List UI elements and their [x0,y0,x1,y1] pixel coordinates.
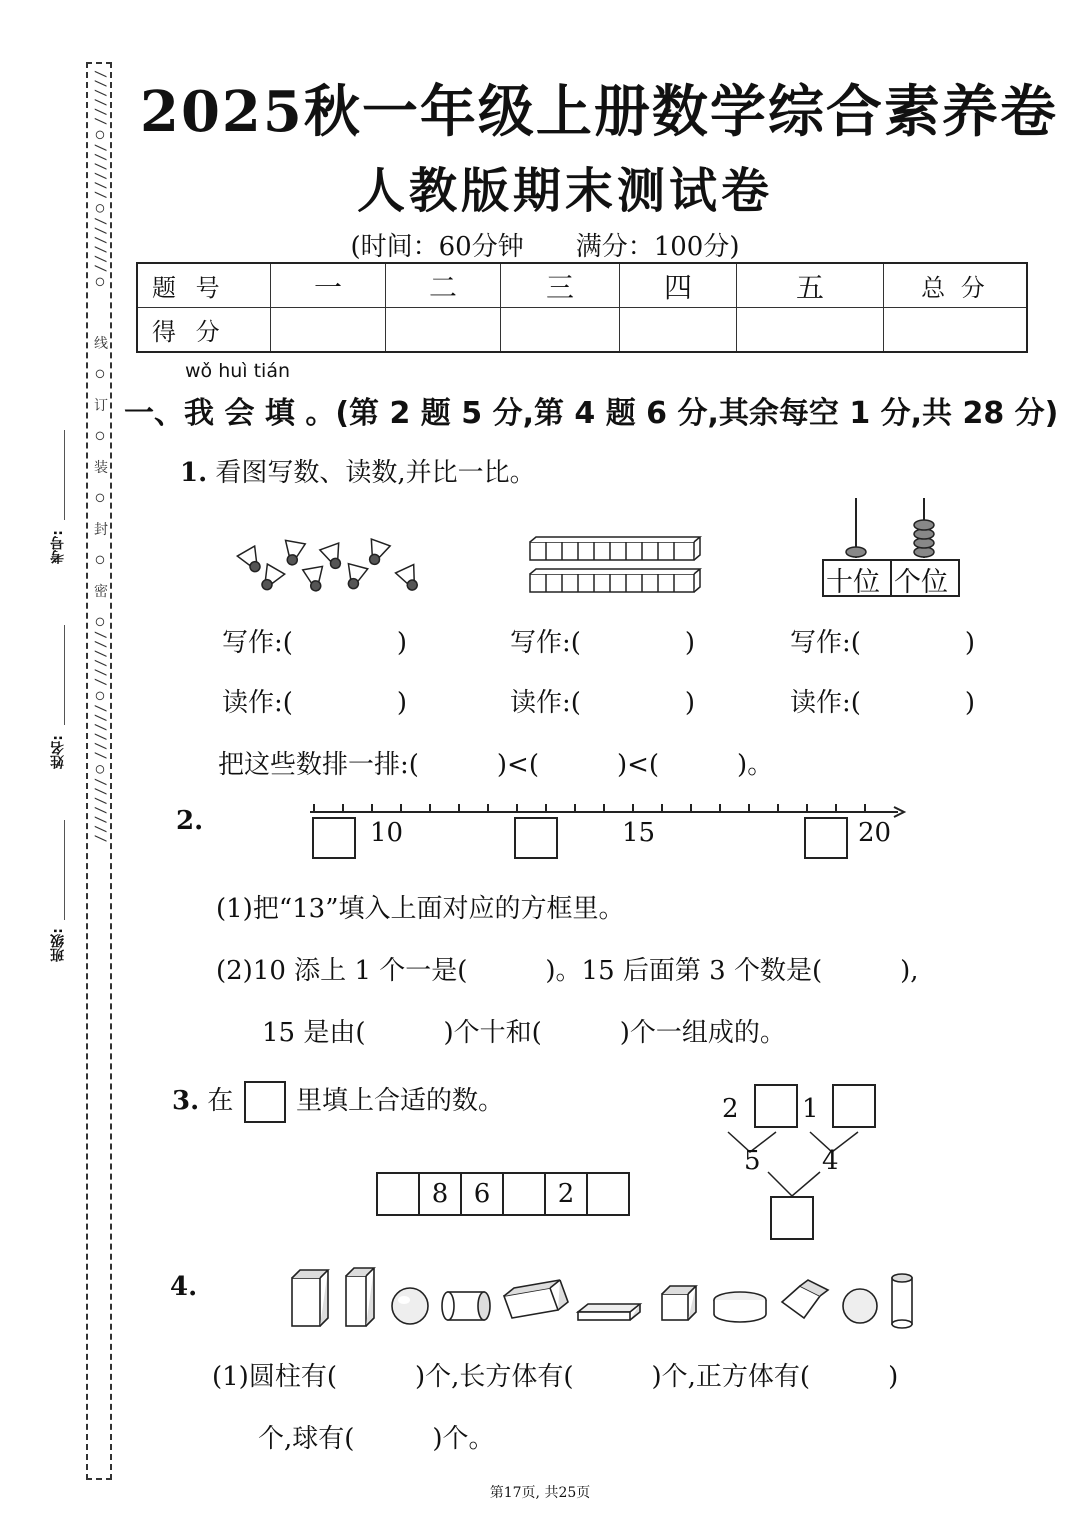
sequence-cell[interactable] [378,1174,420,1214]
q2-number: 2. [176,806,204,836]
score-cell-3[interactable] [501,308,620,353]
score-table-header-row [137,263,1027,308]
q1-read-2[interactable]: 读作:( ) [510,688,696,718]
tree-box-1[interactable] [754,1084,798,1128]
q4-number: 4. [170,1272,198,1302]
q1-read-1[interactable]: 读作:( ) [222,688,408,718]
abacus-icon [820,496,962,560]
tick-label-15: 15 [622,818,656,848]
tree-number-4: 4 [822,1146,839,1176]
score-cell-total[interactable] [884,308,1028,353]
score-header-3: 三 [501,263,620,308]
q2-part3[interactable]: 15 是由( )个十和( )个一组成的。 [262,1018,786,1048]
tree-number-1: 1 [802,1094,819,1124]
q3-number: 3. [172,1086,200,1116]
q1-read-3[interactable]: 读作:( ) [790,688,976,718]
section1-pinyin: wǒ huì tián [185,360,291,382]
q3-box-sample [244,1081,286,1123]
tick-label-10: 10 [370,818,404,848]
q1-prompt [180,452,536,489]
exam-info: (时间：60分钟 满分：100分) [350,232,740,262]
q4-part1[interactable]: (1)圆柱有( )个,长方体有( )个,正方体有( ) [212,1362,899,1392]
page-footer: 第17页, 共25页 [489,1485,591,1501]
abacus-divider [890,561,892,595]
class-line [64,820,65,920]
class-label: 班级: [50,928,66,962]
tree-number-5: 5 [744,1146,761,1176]
page-subtitle: 人教版期末测试卷 [356,163,773,219]
number-line-box-1[interactable] [312,817,356,859]
q1-number: 1. [180,458,208,488]
q1-text: 看图写数、读数,并比一比。 [215,458,536,488]
abacus-ones-label: 个位 [894,567,948,598]
number-sequence [376,1172,630,1216]
q3-text-before: 在 [207,1086,234,1116]
score-header-total: 总 分 [884,263,1028,308]
solid-shapes-icon [288,1266,920,1330]
q2-part2[interactable]: (2)10 添上 1 个一是( )。15 后面第 3 个数是( ), [216,956,919,986]
score-header-label: 题 号 [137,263,271,308]
score-table-score-row [137,308,1027,353]
score-cell-5[interactable] [737,308,884,353]
score-cell-1[interactable] [271,308,386,353]
sequence-cell: 8 [420,1174,462,1214]
exam-number-label: 考号: [50,530,66,564]
sequence-cell[interactable] [588,1174,628,1214]
abacus-tens-label: 十位 [826,567,880,598]
ten-rods-icon [528,536,702,598]
q4-part1b[interactable]: 个,球有( )个。 [258,1424,495,1454]
number-line-box-3[interactable] [804,817,848,859]
sequence-cell: 6 [462,1174,504,1214]
q3-prompt [172,1080,504,1123]
score-header-1: 一 [271,263,386,308]
score-table [136,262,1028,353]
q1-order[interactable]: 把这些数排一排:( )<( )<( )。 [218,750,774,780]
score-header-5: 五 [737,263,884,308]
tick-label-20: 20 [858,818,892,848]
q1-write-2[interactable]: 写作:( ) [510,628,696,658]
q3-text-after: 里填上合适的数。 [295,1086,504,1116]
score-header-2: 二 [386,263,501,308]
score-cell-4[interactable] [620,308,737,353]
name-label: 姓名: [50,735,66,769]
sequence-cell[interactable] [504,1174,546,1214]
tree-box-result[interactable] [770,1196,814,1240]
page-title: 2025秋一年级上册数学综合素养卷 [140,79,1058,145]
q2-part1: (1)把“13”填入上面对应的方框里。 [216,894,625,924]
shuttlecock-group-icon [232,536,432,596]
score-header-4: 四 [620,263,737,308]
name-line [64,625,65,725]
tree-box-2[interactable] [832,1084,876,1128]
binding-line-text: //////○//////○//////○ 线 ○ 订 ○ 装 ○ 封 ○ 密 ○//////○//////○/////// [92,70,108,844]
q1-write-3[interactable]: 写作:( ) [790,628,976,658]
sequence-cell: 2 [546,1174,588,1214]
number-line-box-2[interactable] [514,817,558,859]
score-cell-2[interactable] [386,308,501,353]
section1-heading: 一、我 会 填 。(第 2 题 5 分,第 4 题 6 分,其余每空 1 分,共 28 分) [124,396,1059,431]
q1-write-1[interactable]: 写作:( ) [222,628,408,658]
tree-number-2: 2 [722,1094,739,1124]
exam-number-line [64,430,65,520]
score-row-label: 得 分 [137,308,271,353]
